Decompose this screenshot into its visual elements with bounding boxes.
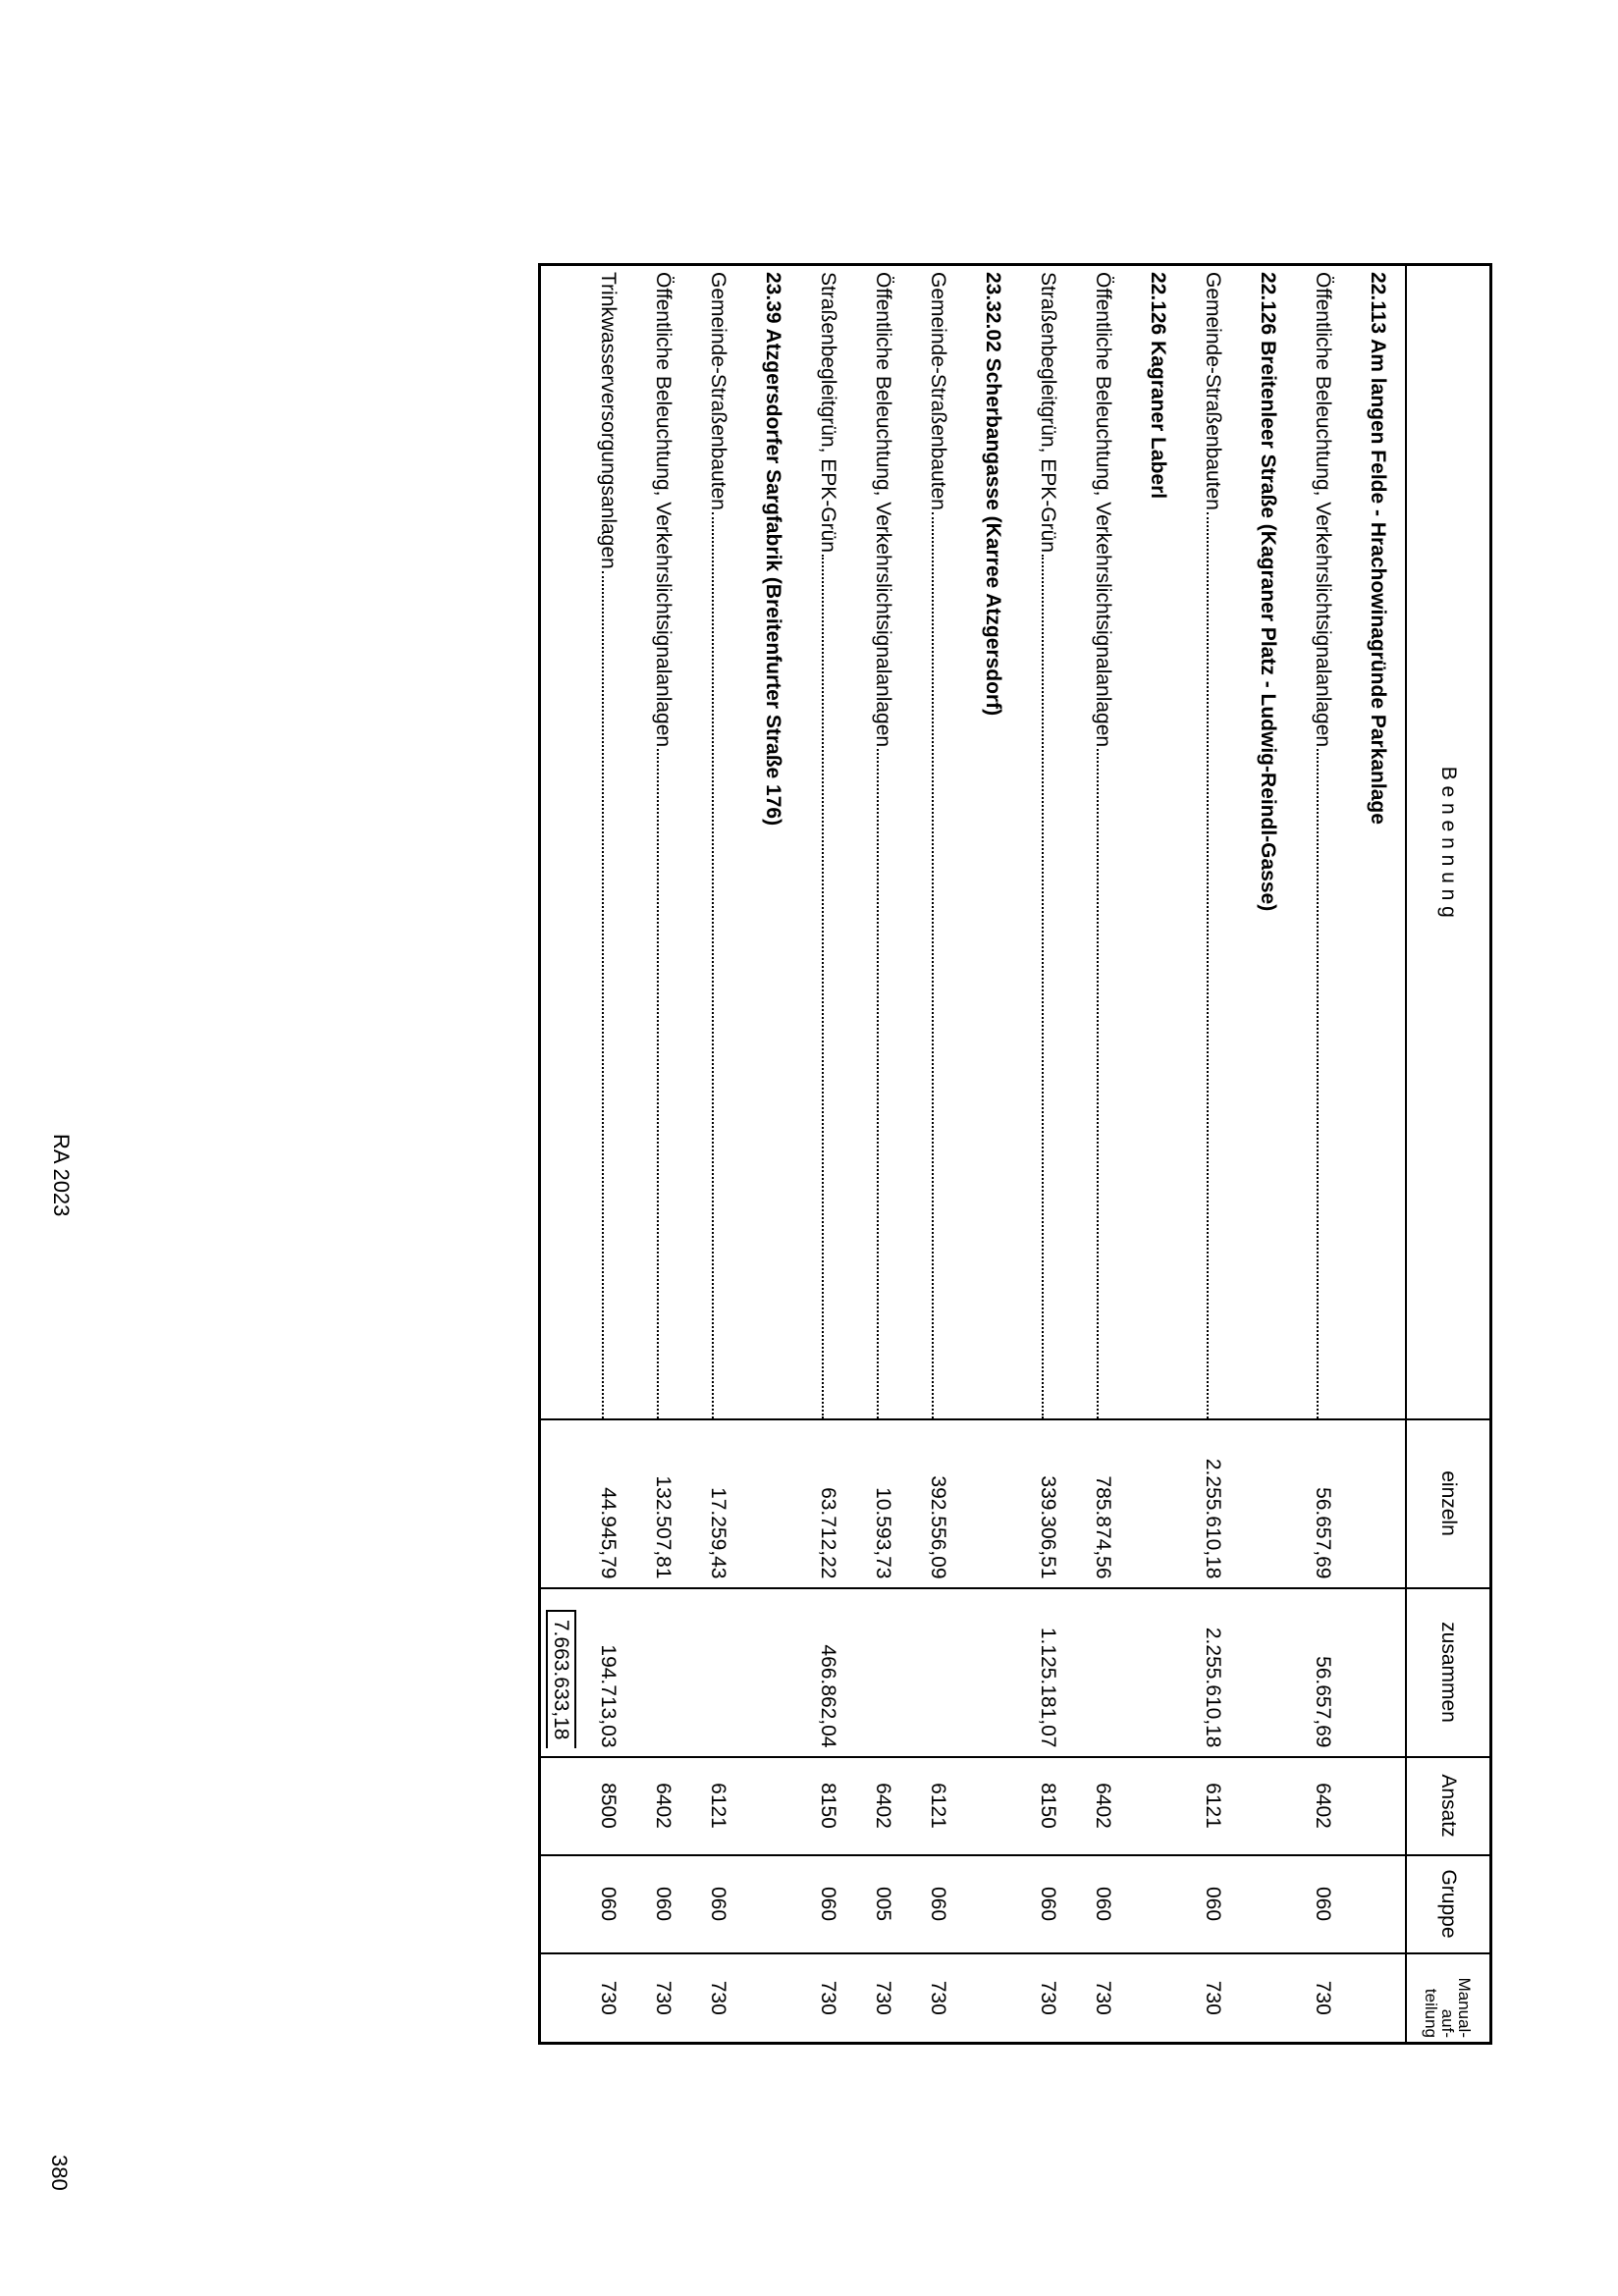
row-einzeln: 10.593,73 [855, 1419, 910, 1588]
section-heading-row [965, 265, 1020, 2044]
dot-leader [1207, 512, 1209, 1418]
row-gruppe: 060 [580, 1855, 635, 1953]
row-gruppe: 060 [1295, 1855, 1350, 1953]
row-name-cell [1020, 265, 1075, 1419]
row-gruppe: 060 [910, 1855, 965, 1953]
row-ansatz: 8500 [580, 1757, 635, 1855]
table-header-row [1406, 265, 1491, 2044]
row-ansatz: 8150 [800, 1757, 855, 1855]
row-ansatz: 6121 [910, 1757, 965, 1855]
grand-total: 7.663.633,18 [546, 1610, 576, 1748]
row-zusammen [910, 1588, 965, 1757]
row-zusammen: 2.255.610,18 [1185, 1588, 1240, 1757]
row-name: Gemeinde-Straßenbauten [707, 272, 729, 510]
dot-leader [822, 555, 824, 1418]
row-einzeln: 132.507,81 [635, 1419, 690, 1588]
section-heading: 23.32.02 Scherbangasse (Karree Atzgersdorf) [982, 272, 1004, 717]
row-gruppe: 060 [1185, 1855, 1240, 1953]
budget-table [538, 263, 1492, 2045]
section-heading-row [1240, 265, 1295, 2044]
row-manual: 730 [635, 1953, 690, 2044]
row-ansatz: 6402 [1075, 1757, 1130, 1855]
row-name-cell [1185, 265, 1240, 1419]
row-manual: 730 [1185, 1953, 1240, 2044]
row-einzeln: 44.945,79 [580, 1419, 635, 1588]
table-row [690, 265, 745, 2044]
row-name-cell [800, 265, 855, 1419]
row-zusammen: 56.657,69 [1295, 1588, 1350, 1757]
row-einzeln: 785.874,56 [1075, 1419, 1130, 1588]
table-row [580, 265, 635, 2044]
row-name: Öffentliche Beleuchtung, Verkehrslichtsignalanlagen [1092, 272, 1114, 748]
row-gruppe: 060 [1020, 1855, 1075, 1953]
dot-leader [712, 512, 714, 1418]
row-gruppe: 060 [635, 1855, 690, 1953]
row-zusammen: 1.125.181,07 [1020, 1588, 1075, 1757]
table-row [800, 265, 855, 2044]
row-einzeln: 392.556,09 [910, 1419, 965, 1588]
row-name: Öffentliche Beleuchtung, Verkehrslichtsignalanlagen [1312, 272, 1334, 748]
row-name: Straßenbegleitgrün, EPK-Grün [1037, 272, 1059, 553]
table-row [910, 265, 965, 2044]
row-gruppe: 005 [855, 1855, 910, 1953]
section-heading: 23.39 Atzgersdorfer Sargfabrik (Breitenfurter Straße 176) [762, 272, 784, 827]
row-einzeln: 17.259,43 [690, 1419, 745, 1588]
row-name-cell [635, 265, 690, 1419]
section-heading-row [1130, 265, 1185, 2044]
row-manual: 730 [580, 1953, 635, 2044]
grand-total-row [540, 265, 581, 2044]
dot-leader [602, 571, 604, 1418]
table-row [635, 265, 690, 2044]
header-einzeln: einzeln [1406, 1419, 1491, 1588]
row-manual: 730 [1020, 1953, 1075, 2044]
table-row [1020, 265, 1075, 2044]
section-heading-row [1350, 265, 1406, 2044]
row-zusammen [855, 1588, 910, 1757]
row-manual: 730 [910, 1953, 965, 2044]
row-zusammen: 194.713,03 [580, 1588, 635, 1757]
row-einzeln: 56.657,69 [1295, 1419, 1350, 1588]
row-name-cell [580, 265, 635, 1419]
row-zusammen [690, 1588, 745, 1757]
row-name: Gemeinde-Straßenbauten [927, 272, 949, 510]
row-gruppe: 060 [800, 1855, 855, 1953]
header-manualaufteilung [1406, 1953, 1491, 2044]
row-einzeln: 339.306,51 [1020, 1419, 1075, 1588]
header-ansatz: Ansatz [1406, 1757, 1491, 1855]
header-gruppe: Gruppe [1406, 1855, 1491, 1953]
header-manual-line-3: teilung [1422, 1988, 1441, 2038]
table-row [855, 265, 910, 2044]
header-manual-line-2: auf- [1438, 2008, 1458, 2038]
row-ansatz: 6121 [690, 1757, 745, 1855]
section-heading: 22.126 Breitenleer Straße (Kagraner Platz - Ludwig-Reindl-Gasse) [1257, 272, 1279, 912]
row-manual: 730 [1075, 1953, 1130, 2044]
row-name-cell [690, 265, 745, 1419]
table-row [1295, 265, 1350, 2044]
row-zusammen [1075, 1588, 1130, 1757]
dot-leader [657, 749, 659, 1417]
rotated-table-container [446, 263, 1492, 2042]
row-ansatz: 6121 [1185, 1757, 1240, 1855]
row-zusammen [635, 1588, 690, 1757]
row-name-cell [1295, 265, 1350, 1419]
section-heading: 22.126 Kagraner Laberl [1147, 272, 1169, 500]
row-name: Straßenbegleitgrün, EPK-Grün [817, 272, 839, 553]
row-name: Gemeinde-Straßenbauten [1202, 272, 1224, 510]
page-number: 380 [47, 2155, 72, 2191]
row-einzeln: 2.255.610,18 [1185, 1419, 1240, 1588]
footer-label: RA 2023 [49, 1134, 74, 1217]
header-benennung: B e n e n n u n g [1406, 265, 1491, 1419]
row-zusammen: 466.862,04 [800, 1588, 855, 1757]
dot-leader [932, 512, 934, 1418]
row-manual: 730 [855, 1953, 910, 2044]
row-manual: 730 [800, 1953, 855, 2044]
table-row [1185, 265, 1240, 2044]
row-ansatz: 8150 [1020, 1757, 1075, 1855]
header-zusammen: zusammen [1406, 1588, 1491, 1757]
row-gruppe: 060 [1075, 1855, 1130, 1953]
row-ansatz: 6402 [1295, 1757, 1350, 1855]
dot-leader [1042, 555, 1044, 1418]
row-ansatz: 6402 [635, 1757, 690, 1855]
row-name: Öffentliche Beleuchtung, Verkehrslichtsignalanlagen [652, 272, 674, 748]
dot-leader [1097, 749, 1099, 1417]
row-name-cell [855, 265, 910, 1419]
table-body [540, 265, 1407, 2044]
row-manual: 730 [1295, 1953, 1350, 2044]
dot-leader [877, 749, 879, 1417]
row-name: Trinkwasserversorgungsanlagen [597, 272, 620, 569]
table-row [1075, 265, 1130, 2044]
row-einzeln: 63.712,22 [800, 1419, 855, 1588]
row-gruppe: 060 [690, 1855, 745, 1953]
row-name: Öffentliche Beleuchtung, Verkehrslichtsignalanlagen [872, 272, 894, 748]
row-name-cell [910, 265, 965, 1419]
header-manual-line-1: Manual- [1455, 1977, 1475, 2038]
section-heading: 22.113 Am langen Felde - Hrachowinagründe Parkanlage [1367, 272, 1389, 825]
row-manual: 730 [690, 1953, 745, 2044]
row-ansatz: 6402 [855, 1757, 910, 1855]
row-name-cell [1075, 265, 1130, 1419]
section-heading-row [745, 265, 800, 2044]
dot-leader [1317, 749, 1319, 1417]
